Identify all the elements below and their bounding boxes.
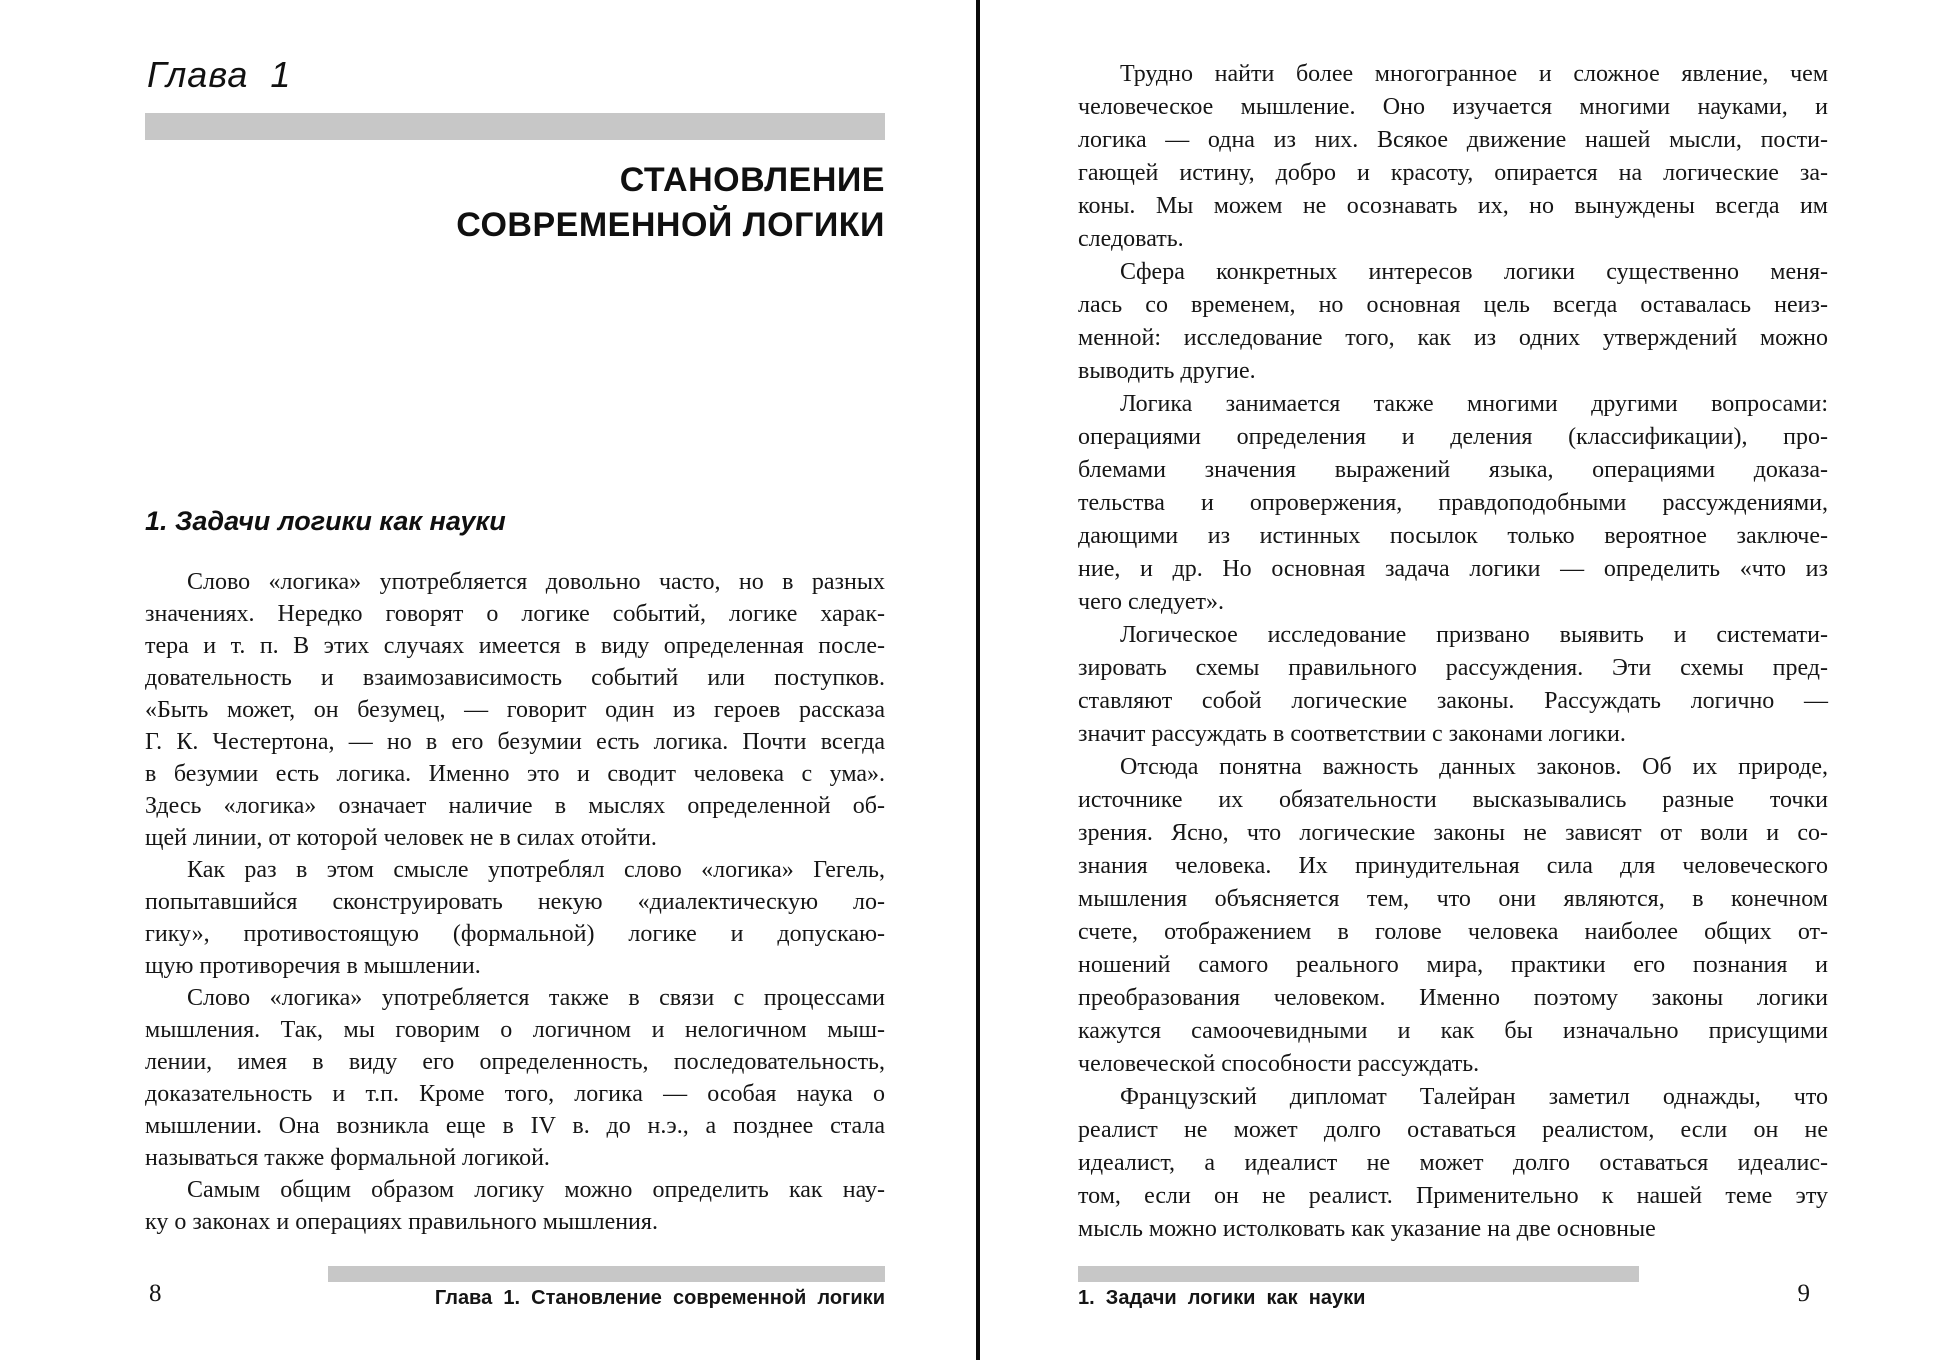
paragraph (1078, 256, 1828, 388)
text-line: выводить другие. (1078, 358, 1256, 384)
text-line: Сфера конкретных интересов логики существенно меня- (1120, 259, 1828, 285)
text-line: блемами значения выражений языка, операциями доказа- (1078, 457, 1828, 483)
text-line: тера и т. п. В этих случаях имеется в виду определенная после- (145, 633, 885, 659)
text-line: зрения. Ясно, что логические законы не зависят от воли и со- (1078, 820, 1828, 846)
text-line: лась со временем, но основная цель всегда оставалась неиз- (1078, 292, 1828, 318)
text-line: «Быть может, он безумец, — говорит один из героев рассказа (145, 697, 885, 723)
text-line: счете, отображением в голове человека наиболее общих от- (1078, 919, 1828, 945)
text-line: мышления. Так, мы говорим о логичном и нелогичном мыш- (145, 1017, 885, 1043)
text-line: гику», противостоящую (формальной) логике и допускаю- (145, 921, 885, 947)
right-footer-bar (1078, 1266, 1639, 1282)
paragraph (145, 982, 885, 1174)
chapter-title-line-2: СОВРЕМЕННОЙ ЛОГИКИ (456, 206, 885, 244)
text-line: том, если он не реалист. Применительно к нашей теме эту (1078, 1183, 1828, 1209)
left-page-number: 8 (149, 1280, 162, 1307)
text-line: реалист не может долго оставаться реалистом, если он не (1078, 1117, 1828, 1143)
text-line: щую противоречия в мышлении. (145, 953, 481, 979)
left-page (145, 0, 885, 1360)
text-line: идеалист, а идеалист не может долго оставаться идеалис- (1078, 1150, 1828, 1176)
text-line: Слово «логика» употребляется также в связи с процессами (187, 985, 885, 1011)
paragraph (1078, 619, 1828, 751)
text-line: ние, и др. Но основная задача логики — определить «что из (1078, 556, 1828, 582)
text-line: попытавшийся сконструировать некую «диалектическую ло- (145, 889, 885, 915)
text-line: зировать схемы правильного рассуждения. Эти схемы пред- (1078, 655, 1828, 681)
text-line: кажутся самоочевидными и как бы изначально присущими (1078, 1018, 1828, 1044)
paragraph (1078, 751, 1828, 1081)
text-line: Логическое исследование призвано выявить и системати- (1120, 622, 1828, 648)
text-line: значениях. Нередко говорят о логике событий, логике харак- (145, 601, 885, 627)
left-footer-bar (328, 1266, 885, 1282)
text-line: преобразования человеком. Именно поэтому законы логики (1078, 985, 1828, 1011)
right-page-body (1078, 58, 1828, 1246)
text-line: человеческой способности рассуждать. (1078, 1051, 1480, 1077)
text-line: Самым общим образом логику можно определить как нау- (187, 1177, 885, 1203)
paragraph (145, 566, 885, 854)
paragraph (145, 854, 885, 982)
text-line: коны. Мы можем не осознавать их, но вынуждены всегда им (1078, 193, 1828, 219)
text-line: Г. К. Честертона, — но в его безумии есть логика. Почти всегда (145, 729, 885, 755)
text-line: мышления объясняется тем, что они являются, в конечном (1078, 886, 1828, 912)
text-line: логика — одна из них. Всякое движение нашей мысли, пости- (1078, 127, 1828, 153)
text-line: чего следует». (1078, 589, 1224, 615)
text-line: тельства и опровержения, правдоподобными рассуждениями, (1078, 490, 1828, 516)
text-line: Французский дипломат Талейран заметил однажды, что (1120, 1084, 1828, 1110)
text-line: Логика занимается также многими другими вопросами: (1120, 391, 1828, 417)
paragraph (1078, 1081, 1828, 1246)
text-line: следовать. (1078, 226, 1184, 252)
page-divider (976, 0, 980, 1360)
left-running-title: Глава 1. Становление современной логики (434, 1287, 885, 1309)
text-line: ношений самого реального мира, практики его познания и (1078, 952, 1828, 978)
chapter-heading-bar (145, 113, 885, 140)
right-page (1078, 0, 1828, 1360)
right-page-number: 9 (1797, 1280, 1810, 1307)
text-line: лении, имея в виду его определенность, последовательность, (145, 1049, 885, 1075)
text-line: мышлении. Она возникла еще в IV в. до н.э., а позднее стала (145, 1113, 885, 1139)
text-line: щей линии, от которой человек не в силах отойти. (145, 825, 657, 851)
chapter-title-line-1: СТАНОВЛЕНИЕ (619, 161, 885, 199)
text-line: дающими из истинных посылок только вероятное заключе- (1078, 523, 1828, 549)
text-line: мысль можно истолковать как указание на две основные (1078, 1216, 1656, 1242)
text-line: знания человека. Их принудительная сила для человеческого (1078, 853, 1828, 879)
text-line: доказательность и т.п. Кроме того, логика — особая наука о (145, 1081, 885, 1107)
left-page-body (145, 566, 885, 1238)
text-line: источнике их обязательности высказывались разные точки (1078, 787, 1828, 813)
text-line: Слово «логика» употребляется довольно часто, но в разных (187, 569, 885, 595)
text-line: довательность и взаимозависимость событий или поступков. (145, 665, 885, 691)
text-line: Как раз в этом смысле употреблял слово «логика» Гегель, (187, 857, 885, 883)
text-line: ку о законах и операциях правильного мышления. (145, 1209, 658, 1235)
text-line: гающей истину, добро и красоту, опирается на логические за- (1078, 160, 1828, 186)
text-line: операциями определения и деления (классификации), про- (1078, 424, 1828, 450)
text-line: Трудно найти более многогранное и сложное явление, чем (1120, 61, 1828, 87)
right-running-title: 1. Задачи логики как науки (1078, 1287, 1366, 1309)
text-line: в безумии есть логика. Именно это и сводит человека с ума». (145, 761, 885, 787)
text-line: называться также формальной логикой. (145, 1145, 550, 1171)
chapter-label: Глава 1 (147, 54, 292, 95)
text-line: человеческое мышление. Оно изучается многими науками, и (1078, 94, 1828, 120)
paragraph (145, 1174, 885, 1238)
paragraph (1078, 58, 1828, 256)
text-line: ставляют собой логические законы. Рассуждать логично — (1078, 688, 1828, 714)
text-line: значит рассуждать в соответствии с законами логики. (1078, 721, 1626, 747)
section-heading: 1. Задачи логики как науки (145, 506, 506, 536)
text-line: менной: исследование того, как из одних утверждений можно (1078, 325, 1828, 351)
paragraph (1078, 388, 1828, 619)
text-line: Отсюда понятна важность данных законов. Об их природе, (1120, 754, 1828, 780)
chapter-title (145, 158, 885, 248)
text-line: Здесь «логика» означает наличие в мыслях определенной об- (145, 793, 885, 819)
